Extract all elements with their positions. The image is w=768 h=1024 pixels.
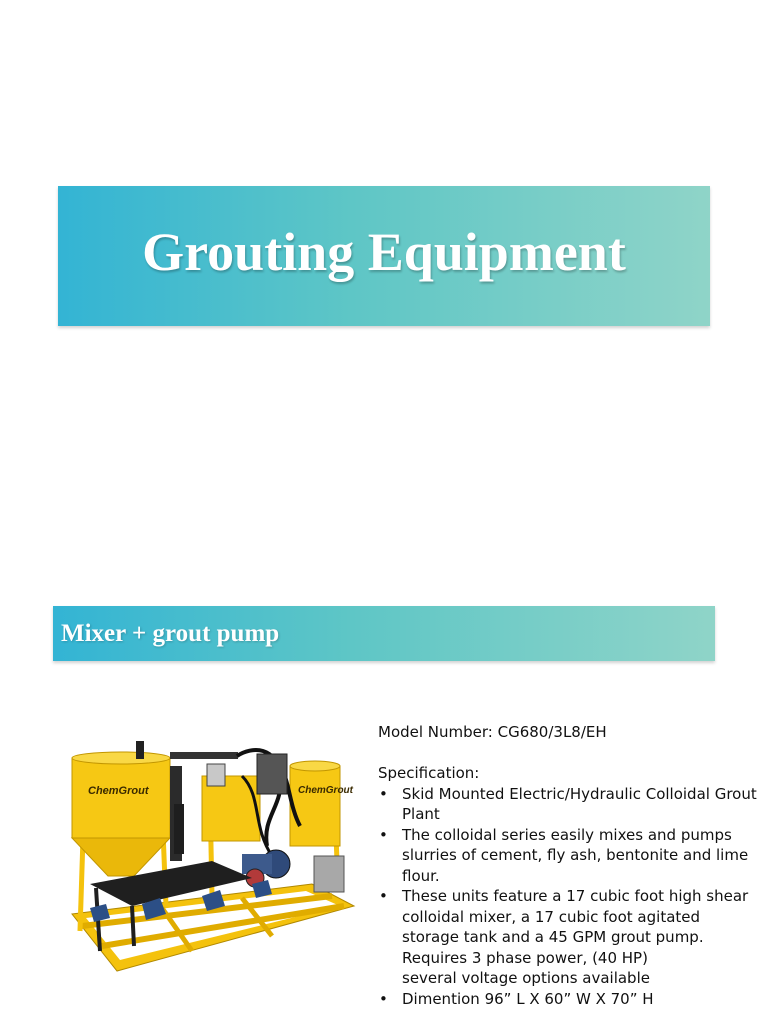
- spec-bullet: • The colloidal series easily mixes and pumps slurries of cement, fly ash, bentonite and lime flour.: [378, 825, 758, 887]
- brand-logo-left: ChemGrout: [88, 785, 149, 797]
- spec-label: Specification:: [378, 764, 480, 782]
- page-title: Grouting Equipment: [142, 222, 626, 282]
- specification-text: [378, 722, 758, 1009]
- storage-tank: [290, 766, 340, 846]
- spec-bullet: • Dimention 96” L X 60” W X 70” H: [378, 989, 758, 1010]
- title-banner: [58, 186, 710, 326]
- grout-plant-photo: [62, 736, 362, 986]
- mixer-tank: [72, 758, 170, 838]
- brand-logo-right: ChemGrout: [298, 785, 353, 796]
- section-heading: Mixer + grout pump: [61, 619, 280, 647]
- spec-bullet: • Skid Mounted Electric/Hydraulic Colloidal Grout Plant: [378, 784, 758, 825]
- spec-list: [378, 784, 758, 1010]
- section-banner: [53, 606, 715, 661]
- voltage-options: several voltage options available: [402, 969, 650, 987]
- model-number: Model Number: CG680/3L8/EH: [378, 723, 607, 741]
- spec-bullet: • These units feature a 17 cubic foot high shear colloidal mixer, a 17 cubic foot agitated storage tank and a 45 GPM grout pump. Requires 3 phase power, (40 HP) several voltage options available: [378, 886, 758, 989]
- power-requirement: Requires 3 phase power, (40 HP): [402, 948, 648, 967]
